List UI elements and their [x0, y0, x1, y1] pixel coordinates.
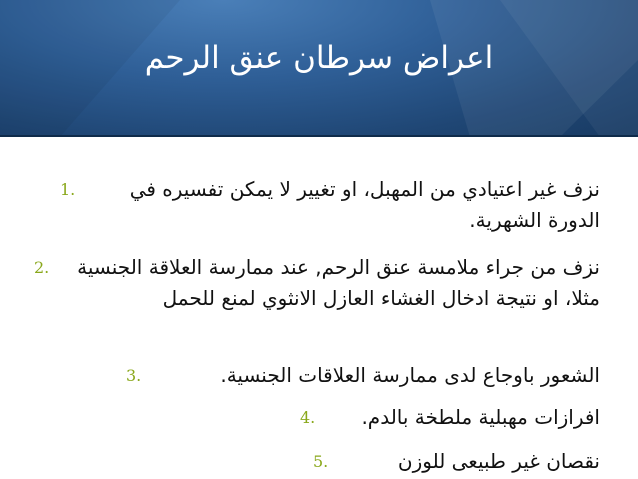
list-item [0, 360, 638, 391]
list-item [0, 402, 638, 433]
list-item-number: 1. [60, 180, 76, 199]
list-item [0, 252, 638, 345]
list-item-text: نزف من جراء ملامسة عنق الرحم, عند ممارسة العلاقة الجنسية مثلا، او نتيجة ادخال الغشاء العازل الانثوي لمنع للحمل [77, 255, 600, 310]
list-item-number: 3. [126, 366, 142, 385]
list-item [0, 446, 638, 477]
list-item-number: 2. [34, 258, 50, 277]
list-item [0, 174, 638, 236]
title-banner [0, 0, 638, 137]
list-item-number: 4. [300, 408, 316, 427]
list-item-number: 5. [313, 452, 329, 471]
list-item-text: نقصان غير طبيعى للوزن [397, 449, 600, 473]
slide-title: اعراض سرطان عنق الرحم [144, 40, 494, 76]
list-item-text: نزف غير اعتيادي من المهبل، او تغيير لا يمكن تفسيره في الدورة الشهرية. [129, 177, 600, 232]
list-item-text: الشعور باوجاع لدى ممارسة العلاقات الجنسية. [220, 363, 600, 387]
list-item-text: افرازات مهبلية ملطخة بالدم. [361, 405, 600, 429]
